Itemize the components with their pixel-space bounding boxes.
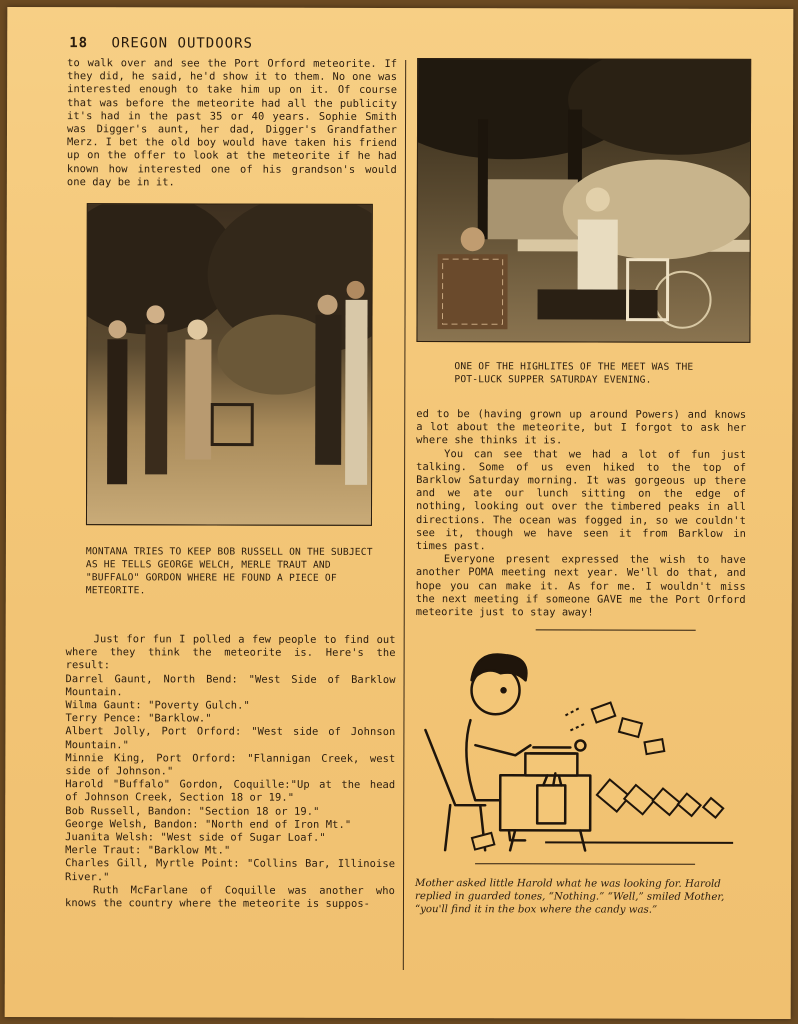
poll-results-list [65, 673, 396, 885]
poll-result: Wilma Gaunt: "Poverty Gulch." [65, 699, 250, 712]
poll-result: Bob Russell, Bandon: "Section 18 or 19." [65, 804, 320, 818]
column-divider [403, 60, 406, 970]
poll-result: Albert Jolly, Port Orford: "West side of Johnson Mountain." [65, 725, 396, 751]
cartoon-block [415, 625, 748, 926]
photo-potluck-supper [416, 58, 751, 343]
right-text-continuation: ed to be (having grown up around Powers) and knows a lot about the meteorite, but I forgot to ask her where she thinks it is. [416, 408, 747, 447]
right-column [415, 58, 747, 926]
poll-result: Terry Pence: "Barklow." [65, 712, 212, 725]
magazine-page [5, 7, 794, 1019]
left-closing-text: Ruth McFarlane of Coquille was another who knows the country where the meteorite is suppos- [64, 884, 396, 911]
right-text-hike: You can see that we had a lot of fun just talking. Some of us even hiked to the top of Barklow Saturday morning. It was gorgeous up there and we ate our lunch sitting on the edge of nothing, looking out over the timbered peaks in all directions. The ocean was fogged in, so we couldn't see it, though we have seen it from Barklow in times past. [415, 447, 747, 553]
poll-result: Harold "Buffalo" Gordon, Coquille:"Up at the head of Johnson Creek, Section 18 or 19." [65, 778, 396, 805]
left-column [65, 57, 397, 911]
poll-result: Minnie King, Port Orford: "Flannigan Creek, west side of Johnson." [65, 751, 396, 778]
photo-meteorite-discussion [86, 203, 373, 526]
left-photo-caption: MONTANA TRIES TO KEEP BOB RUSSELL ON THE SUBJECT AS HE TELLS GEORGE WELCH, MERLE TRAUT AND "BUFFALO" GORDON WHERE HE FOUND A PIECE OF METEORITE. [85, 546, 373, 597]
cartoon-top-rule [536, 630, 696, 631]
left-top-text: to walk over and see the Port Orford meteorite. If they did, he said, he'd show it to them. No one was interested enough to take him up on it. Of course that was before the meteorite had all the publicity it's had in the past 35 or 40 years. Sophie Smith was Digger's aunt, her dad, Digger's Grandfather Merz. I bet the old boy would have taken his friend up on the offer to look at the meteorite if he had known how interested one of his grandson's would one day be in it. [66, 57, 398, 189]
page-header [69, 35, 253, 51]
poll-intro: Just for fun I polled a few people to find out where they think the meteorite is. Here's the result: [65, 633, 396, 672]
poll-result: Juanita Welsh: "West side of Sugar Loaf." [65, 831, 326, 844]
photo-men-talking-outdoors [87, 204, 372, 525]
right-text-closing: Everyone present expressed the wish to have another POMA meeting next year. We'll do that, and hope you can make it. As for me. I wouldn't miss the next meeting if someone GAVE me the Port Orford meteorite just to stay away! [415, 553, 746, 619]
poll-result: George Welsh, Bandon: "North end of Iron Mt." [65, 818, 352, 831]
poll-result: Darrel Gaunt, North Bend: "West Side of Barklow Mountain. [65, 672, 396, 699]
publication-title: OREGON OUTDOORS [111, 35, 253, 52]
cartoon-caption: Mother asked little Harold what he was looking for. Harold replied in guarded tones, “Nothing.” “Well,” smiled Mother, “you'll find it in the box where the candy was.” [414, 878, 725, 916]
cartoon-harold-typewriter [415, 635, 748, 866]
photo-people-at-picnic-tables [417, 59, 750, 342]
poll-result: Charles Gill, Myrtle Point: "Collins Bar, Illinoise River." [65, 857, 396, 883]
right-photo-caption: ONE OF THE HIGHLITES OF THE MEET WAS THE POT-LUCK SUPPER SATURDAY EVENING. [454, 361, 694, 386]
poll-result: Merle Traut: "Barklow Mt." [65, 844, 231, 857]
page-number: 18 [69, 35, 89, 52]
